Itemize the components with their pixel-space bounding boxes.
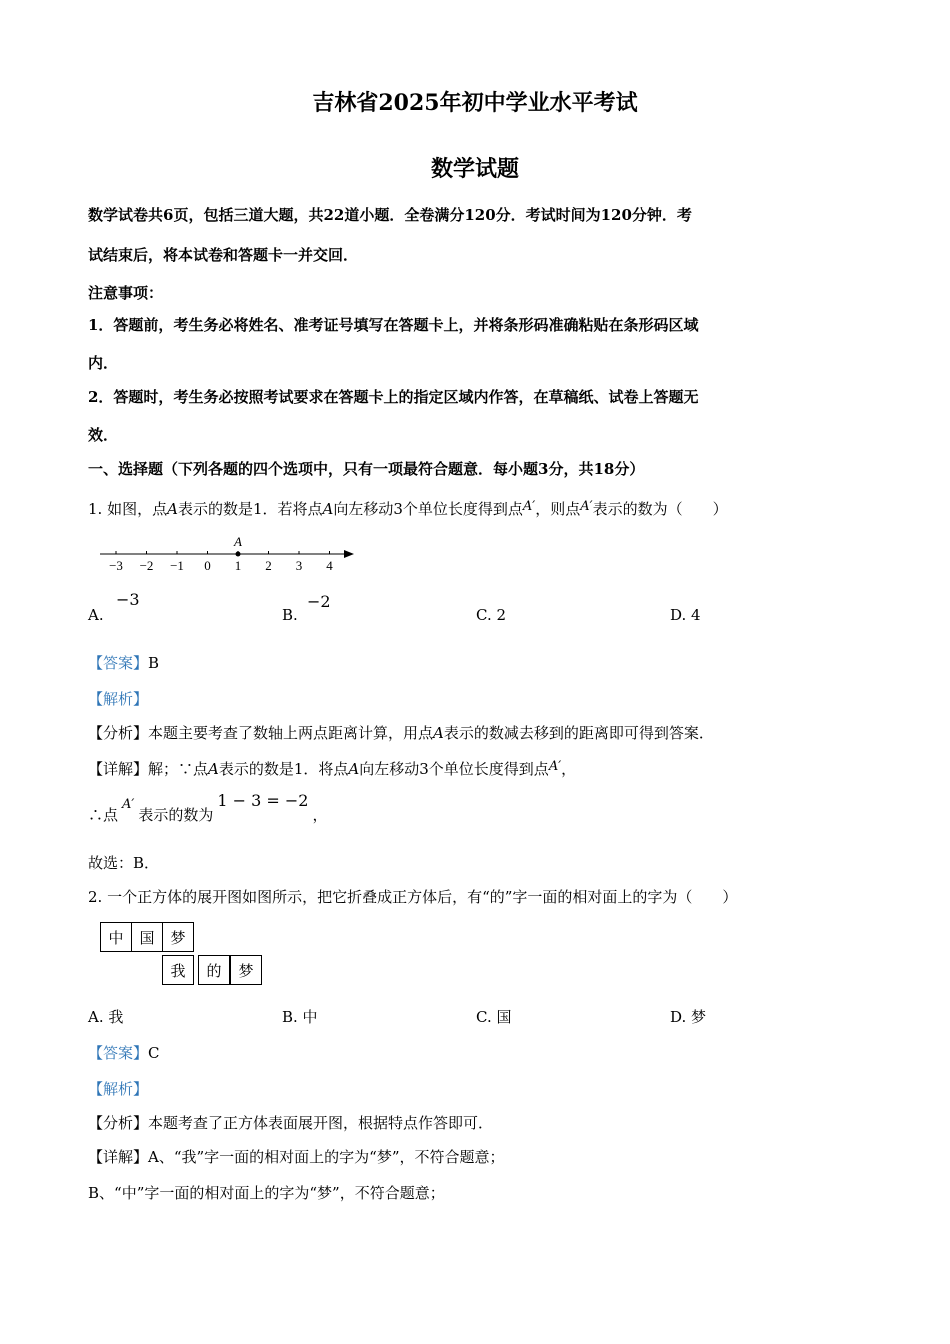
net-cell: 中 [100,922,132,952]
q1-option-d[interactable]: D. 4 [670,606,701,624]
q2-option-a[interactable]: A. 我 [88,1008,124,1026]
q2-answer: 【答案】C [88,1044,160,1062]
number-line-tick-label: −3 [109,558,123,573]
q1-choose: 故选：B． [88,854,160,872]
q2-detail: 【详解】A、“我”字一面的相对面上的字为“梦”，不符合题意； [88,1148,505,1166]
number-line-point-a [236,552,241,557]
exam-title: 吉林省2025年初中学业水平考试 [312,90,638,116]
notice-title: 注意事项： [88,284,164,302]
exam-subtitle: 数学试题 [430,156,519,182]
number-line-tick-label: 0 [204,558,211,573]
q2-stem: 2. 一个正方体的展开图如图所示，把它折叠成正方体后，有“的”字一面的相对面上的字为（ ） [88,888,738,906]
q2-analysis: 【分析】本题考查了正方体表面展开图，根据特点作答即可． [88,1114,494,1132]
cube-net-figure [100,922,270,988]
intro-line-1: 数学试卷共6页，包括三道大题，共22道小题．全卷满分120分．考试时间为120分钟．考 [88,206,692,224]
number-line-tick-label: 2 [265,558,272,573]
notice-1b: 内． [88,354,119,372]
number-line-figure [96,530,366,576]
net-cell: 国 [131,922,163,952]
number-line-arrow [344,550,354,558]
q2-option-b[interactable]: B. 中 [282,1008,318,1026]
notice-2a: 2．答题时，考生务必按照考试要求在答题卡上的指定区域内作答，在草稿纸、试卷上答题无 [88,388,699,406]
number-line-tick-label: 1 [234,558,242,573]
q1-detail: 【详解】解；∵点A表示的数是1．将点A向左移动3个单位长度得到点A′， [88,759,577,778]
q1-answer: 【答案】B [88,654,160,672]
q1-option-a[interactable]: A. [88,606,104,624]
q1-therefore: ∴点A′表示的数为1 − 3 = −2， [88,791,328,824]
q2-option-d[interactable]: D. 梦 [670,1008,707,1026]
q1-option-c[interactable]: C. 2 [476,606,507,624]
number-line-point-label: A [234,534,242,549]
number-line-tick-label: −1 [170,558,184,573]
notice-2b: 效． [88,426,119,444]
q1-analysis-tag: 【解析】 [88,690,149,708]
number-line-tick-label: 3 [295,558,303,573]
q2-option-c[interactable]: C. 国 [476,1008,512,1026]
q1-stem: 1. 如图，点A表示的数是1．若将点A向左移动3个单位长度得到点A′，则点A′表示的数为（ ） [88,499,728,518]
net-cell: 梦 [230,955,262,985]
number-line-tick-label: −2 [139,558,154,573]
q1-option-b-value: −2 [307,592,331,611]
q1-option-a-value: −3 [116,590,140,609]
net-cell: 我 [162,955,194,985]
q2-detail-b: B、“中”字一面的相对面上的字为“梦”，不符合题意； [88,1184,445,1202]
net-cell: 的 [198,955,230,985]
q1-analysis: 【分析】本题主要考查了数轴上两点距离计算，用点A表示的数减去移到的距离即可得到答案． [88,724,714,742]
notice-1a: 1．答题前，考生务必将姓名、准考证号填写在答题卡上，并将条形码准确粘贴在条形码区域 [88,316,699,334]
q1-option-b[interactable]: B. [282,606,298,624]
section-1-title: 一、选择题（下列各题的四个选项中，只有一项最符合题意．每小题3分，共18分） [88,460,645,478]
number-line-tick-label: 4 [326,558,333,573]
net-cell: 梦 [162,922,194,952]
intro-line-2: 试结束后，将本试卷和答题卡一并交回． [88,246,359,264]
q2-analysis-tag: 【解析】 [88,1080,149,1098]
